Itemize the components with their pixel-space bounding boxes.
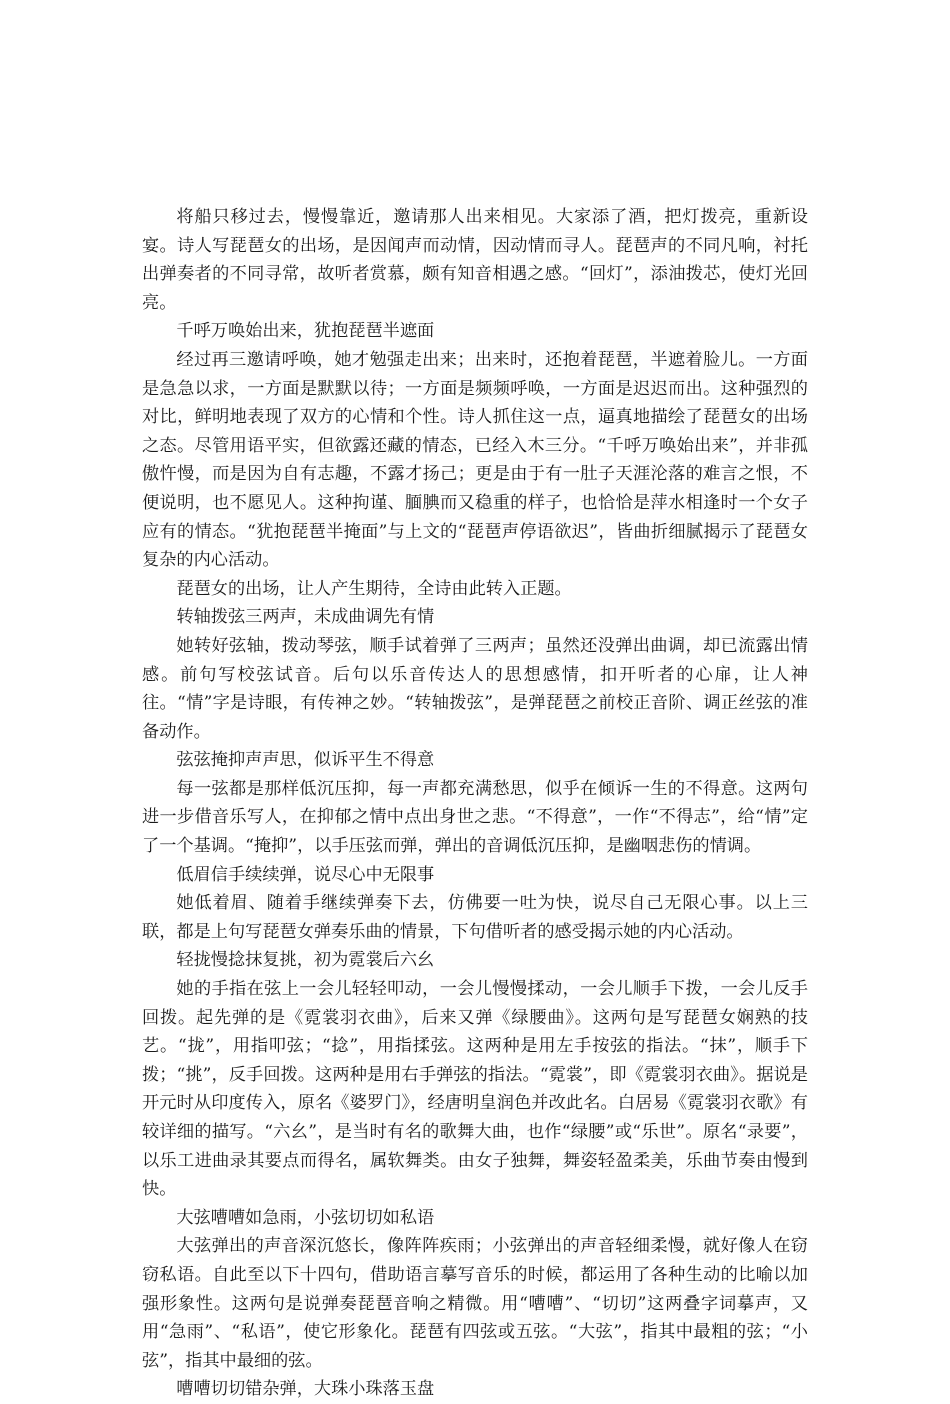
paragraph: 每一弦都是那样低沉压抑，每一声都充满愁思，似乎在倾诉一生的不得意。这两句进一步借音乐写人，在抑郁之情中点出身世之悲。“不得意”，一作“不得志”，给“情”定了一个基调。“掩抑”，以手压弦而弹，弹出的音调低沉压抑，是幽咽悲伤的情调。: [142, 778, 808, 857]
paragraph: 她的手指在弦上一会儿轻轻叩动，一会儿慢慢揉动，一会儿顺手下拨，一会儿反手回拨。起先弹的是《霓裳羽衣曲》，后来又弹《绿腰曲》。这两句是写琵琶女娴熟的技艺。“拢”，用指叩弦；“捻”，用指揉弦。这两种是用左手按弦的指法。“抹”，顺手下拨；“挑”，反手回拨。这两种是用右手弹弦的指法。“霓裳”，即《霓裳羽衣曲》。据说是开元时从印度传入，原名《婆罗门》，经唐明皇润色并改此名。白居易《霓裳羽衣歌》有较详细的描写。“六幺”，是当时有名的歌舞大曲，也作“绿腰”或“乐世”。原名“录要”，以乐工进曲录其要点而得名，属软舞类。由女子独舞，舞姿轻盈柔美，乐曲节奏由慢到快。: [142, 979, 808, 1200]
paragraph: 她转好弦轴，拨动琴弦，顺手试着弹了三两声；虽然还没弹出曲调，却已流露出情感。前句写校弦试音。后句以乐音传达人的思想感情，扣开听者的心扉，让人神往。“情”字是诗眼，有传神之妙。“转轴拨弦”，是弹琵琶之前校正音阶、调正丝弦的准备动作。: [142, 635, 808, 742]
document-body: [142, 203, 808, 1404]
verse-line: 转轴拨弦三两声，未成曲调先有情: [176, 607, 435, 628]
paragraph: 大弦弹出的声音深沉悠长，像阵阵疾雨；小弦弹出的声音轻细柔慢，就好像人在窃窃私语。自此至以下十四句，借助语言摹写音乐的时候，都运用了各种生动的比喻以加强形象性。这两句是说弹奏琵琶音响之精微。用“嘈嘈”、“切切”这两叠字词摹声，又用“急雨”、“私语”，使它形象化。琵琶有四弦或五弦。“大弦”，指其中最粗的弦；“小弦”，指其中最细的弦。: [142, 1236, 808, 1371]
verse-line: 嘈嘈切切错杂弹，大珠小珠落玉盘: [176, 1379, 435, 1400]
paragraph: 她低着眉、随着手继续弹奏下去，仿佛要一吐为快，说尽自己无限心事。以上三联，都是上句写琵琶女弹奏乐曲的情景，下句借听者的感受揭示她的内心活动。: [142, 893, 808, 942]
paragraph: 琵琶女的出场，让人产生期待，全诗由此转入正题。: [176, 578, 572, 599]
verse-line: 千呼万唤始出来，犹抱琵琶半遮面: [176, 321, 435, 342]
verse-line: 轻拢慢捻抹复挑，初为霓裳后六幺: [176, 950, 435, 971]
verse-line: 大弦嘈嘈如急雨，小弦切切如私语: [176, 1207, 435, 1228]
verse-line: 弦弦掩抑声声思，似诉平生不得意: [176, 750, 435, 771]
paragraph: 将船只移过去，慢慢靠近，邀请那人出来相见。大家添了酒，把灯拨亮，重新设宴。诗人写琵琶女的出场，是因闻声而动情，因动情而寻人。琵琶声的不同凡响，衬托出弹奏者的不同寻常，故听者赏慕，颇有知音相遇之感。“回灯”，添油拨芯，使灯光回亮。: [142, 207, 808, 313]
paragraph: 经过再三邀请呼唤，她才勉强走出来；出来时，还抱着琵琶，半遮着脸儿。一方面是急急以求，一方面是默默以待；一方面是频频呼唤，一方面是迟迟而出。这种强烈的对比，鲜明地表现了双方的心情和个性。诗人抓住这一点，逼真地描绘了琵琶女的出场之态。尽管用语平实，但欲露还藏的情态，已经入木三分。“千呼万唤始出来”，并非孤傲忤慢，而是因为自有志趣，不露才扬己；更是由于有一肚子天涯沦落的难言之恨，不便说明，也不愿见人。这种拘谨、腼腆而又稳重的样子，也恰恰是萍水相逢时一个女子应有的情态。“犹抱琵琶半掩面”与上文的“琵琶声停语欲迟”，皆曲折细腻揭示了琵琶女复杂的内心活动。: [142, 349, 808, 571]
verse-line: 低眉信手续续弹，说尽心中无限事: [176, 864, 435, 885]
